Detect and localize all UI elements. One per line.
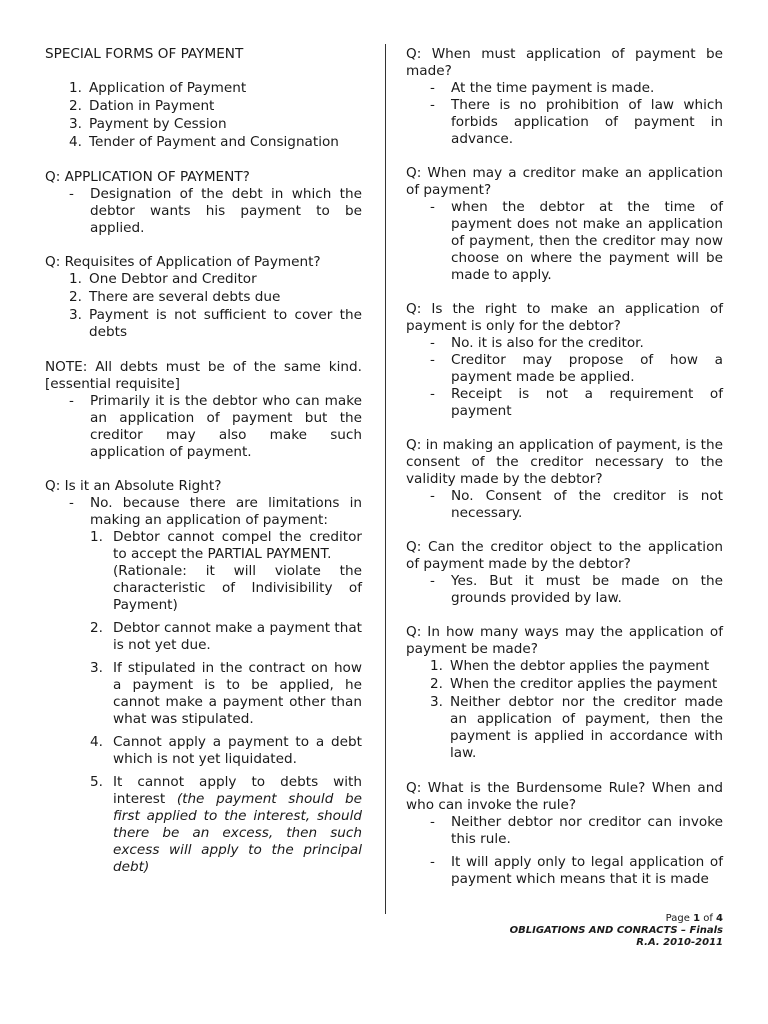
answer-item: - No. it is also for the creditor. xyxy=(430,335,644,351)
list-item: 3. Neither debtor nor the creditor made an application of payment, then the payment is applied in accordance with law. xyxy=(430,694,723,761)
question: Q: When may a creditor make an application of payment? xyxy=(406,165,723,198)
limitation-item: 4. Cannot apply a payment to a debt which is not yet liquidated. xyxy=(90,734,362,767)
question: Q: When must application of payment be made? xyxy=(406,46,723,79)
question: Q: What is the Burdensome Rule? When and who can invoke the rule? xyxy=(406,780,723,813)
list-item: 1. Application of Payment xyxy=(69,80,247,96)
author-year: R.A. 2010-2011 xyxy=(636,937,723,948)
limitation-item: 3. If stipulated in the contract on how a payment is to be applied, he cannot make a payment other than what was stipulated. xyxy=(90,660,362,727)
answer-item: - Designation of the debt in which the debtor wants his payment to be applied. xyxy=(69,186,362,236)
answer-item: - Neither debtor nor creditor can invoke this rule. xyxy=(430,814,723,847)
question: Q: In how many ways may the application of payment be made? xyxy=(406,624,723,657)
right-column xyxy=(406,46,723,888)
list-item: 1. One Debtor and Creditor xyxy=(69,271,257,287)
answer-item: - No. Consent of the creditor is not necessary. xyxy=(430,488,723,521)
list-item: 2. There are several debts due xyxy=(69,289,281,305)
list-item: 3. Payment is not sufficient to cover the debts xyxy=(69,307,362,340)
list-item: 3. Payment by Cession xyxy=(69,116,227,132)
ways-list xyxy=(406,658,723,762)
page-number: Page 1 of 4 xyxy=(665,913,723,924)
question: Q: in making an application of payment, is the consent of the creditor necessary to the validity made by the debtor? xyxy=(406,437,723,487)
left-column xyxy=(45,46,362,876)
section-heading: SPECIAL FORMS OF PAYMENT xyxy=(45,46,244,62)
question: Q: Can the creditor object to the application of payment made by the debtor? xyxy=(406,539,723,572)
limitation-item: 1. Debtor cannot compel the creditor to accept the PARTIAL PAYMENT. (Rationale: it will violate the characteristic of Indivisibility of Payment) xyxy=(90,529,362,613)
answer-item: - It will apply only to legal application of payment which means that it is made xyxy=(430,854,723,887)
question: Q: Requisites of Application of Payment? xyxy=(45,254,321,270)
page-footer xyxy=(510,913,723,949)
question: Q: APPLICATION OF PAYMENT? xyxy=(45,169,250,185)
answer-item: - At the time payment is made. xyxy=(430,80,655,96)
list-item: 4. Tender of Payment and Consignation xyxy=(69,134,339,150)
answer-item: - Receipt is not a requirement of payment xyxy=(430,386,723,419)
answer-item: - when the debtor at the time of payment does not make an application of payment, then the creditor may now choose on where the payment will be made to apply. xyxy=(430,199,723,283)
requisites-list xyxy=(45,271,362,341)
forms-list xyxy=(45,80,362,151)
question: Q: Is the right to make an application of payment is only for the debtor? xyxy=(406,301,723,334)
limitation-item: 2. Debtor cannot make a payment that is not yet due. xyxy=(90,620,362,653)
column-divider xyxy=(385,44,386,914)
answer-item: - Primarily it is the debtor who can make an application of payment but the creditor may also make such application of payment. xyxy=(69,393,362,460)
limitation-item: 5. It cannot apply to debts with interest (the payment should be first applied to the interest, should there be an excess, then such excess will apply to the principal debt) xyxy=(90,774,362,875)
course-title: OBLIGATIONS AND CONRACTS – Finals xyxy=(509,925,723,936)
answer-item: - Yes. But it must be made on the grounds provided by law. xyxy=(430,573,723,606)
answer-item: - No. because there are limitations in making an application of payment: xyxy=(69,495,362,528)
list-item: 1. When the debtor applies the payment xyxy=(430,658,710,674)
answer-item: - There is no prohibition of law which forbids application of payment in advance. xyxy=(430,97,723,147)
list-item: 2. Dation in Payment xyxy=(69,98,215,114)
answer-item: - Creditor may propose of how a payment made be applied. xyxy=(430,352,723,385)
note: NOTE: All debts must be of the same kind. [essential requisite] xyxy=(45,359,362,392)
list-item: 2. When the creditor applies the payment xyxy=(430,676,718,692)
question: Q: Is it an Absolute Right? xyxy=(45,478,222,494)
